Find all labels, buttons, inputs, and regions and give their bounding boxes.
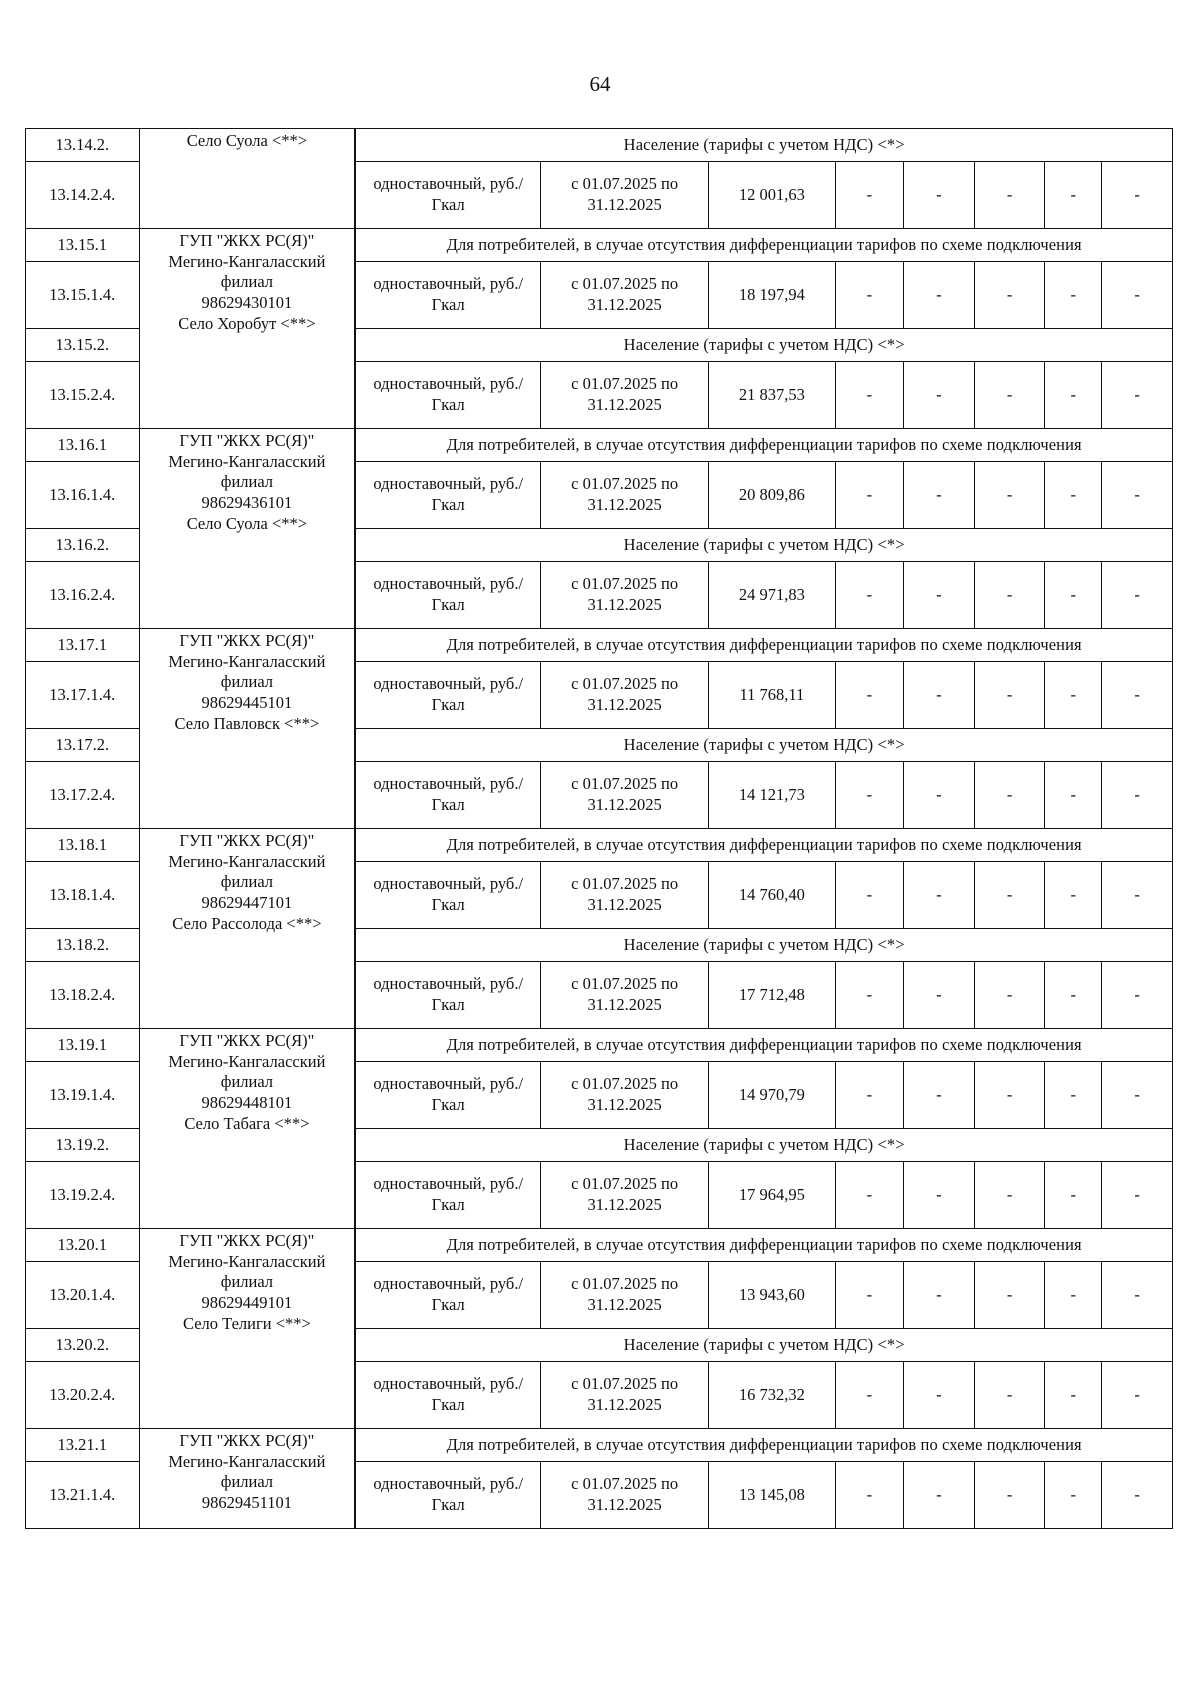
section-row bbox=[26, 1429, 1173, 1462]
tariff-type: одноставочный, руб./Гкал bbox=[355, 1262, 540, 1329]
empty-value: - bbox=[904, 162, 975, 229]
organization-line: ГУП "ЖКХ РС(Я)" bbox=[179, 431, 315, 450]
tariff-period: с 01.07.2025 по 31.12.2025 bbox=[541, 362, 709, 429]
organization-line: 98629436101 bbox=[201, 492, 293, 512]
tariff-type: одноставочный, руб./Гкал bbox=[355, 562, 540, 629]
empty-value: - bbox=[1045, 1462, 1102, 1529]
section-row bbox=[26, 129, 1173, 162]
tariff-value: 14 760,40 bbox=[709, 862, 835, 929]
organization-line: ГУП "ЖКХ РС(Я)" bbox=[179, 231, 315, 250]
empty-value: - bbox=[904, 362, 975, 429]
row-code: 13.19.2. bbox=[26, 1129, 140, 1162]
section-title: Население (тарифы с учетом НДС) <*> bbox=[355, 929, 1172, 962]
tariff-type: одноставочный, руб./Гкал bbox=[355, 762, 540, 829]
organization-line: филиал bbox=[220, 872, 274, 892]
tariff-period: с 01.07.2025 по 31.12.2025 bbox=[541, 162, 709, 229]
organization-line: Село Павловск <**> bbox=[174, 713, 320, 733]
organization-line: Мегино-Кангаласский bbox=[168, 1251, 326, 1271]
empty-value: - bbox=[974, 1362, 1045, 1429]
tariff-type: одноставочный, руб./Гкал bbox=[355, 1062, 540, 1129]
empty-value: - bbox=[1102, 962, 1173, 1029]
row-code: 13.18.2. bbox=[26, 929, 140, 962]
row-code: 13.20.2.4. bbox=[26, 1362, 140, 1429]
tariff-type: одноставочный, руб./Гкал bbox=[355, 462, 540, 529]
section-title: Население (тарифы с учетом НДС) <*> bbox=[355, 1329, 1172, 1362]
empty-value: - bbox=[974, 1162, 1045, 1229]
row-code: 13.20.2. bbox=[26, 1329, 140, 1362]
organization-line: 98629430101 bbox=[201, 292, 293, 312]
section-row bbox=[26, 629, 1173, 662]
organization-line: филиал bbox=[220, 1472, 274, 1492]
organization-line: 98629449101 bbox=[201, 1292, 293, 1312]
section-row bbox=[26, 429, 1173, 462]
organization-cell bbox=[139, 229, 355, 429]
organization-line: филиал bbox=[220, 672, 274, 692]
tariff-period: с 01.07.2025 по 31.12.2025 bbox=[541, 262, 709, 329]
empty-value: - bbox=[1102, 562, 1173, 629]
row-code: 13.21.1.4. bbox=[26, 1462, 140, 1529]
empty-value: - bbox=[1045, 262, 1102, 329]
tariff-value: 16 732,32 bbox=[709, 1362, 835, 1429]
empty-value: - bbox=[974, 1262, 1045, 1329]
tariff-period: с 01.07.2025 по 31.12.2025 bbox=[541, 1162, 709, 1229]
section-title: Население (тарифы с учетом НДС) <*> bbox=[355, 729, 1172, 762]
empty-value: - bbox=[974, 162, 1045, 229]
tariff-type: одноставочный, руб./Гкал bbox=[355, 1162, 540, 1229]
empty-value: - bbox=[1102, 462, 1173, 529]
empty-value: - bbox=[835, 1462, 904, 1529]
tariff-period: с 01.07.2025 по 31.12.2025 bbox=[541, 662, 709, 729]
empty-value: - bbox=[974, 1062, 1045, 1129]
section-title: Население (тарифы с учетом НДС) <*> bbox=[355, 329, 1172, 362]
empty-value: - bbox=[1102, 162, 1173, 229]
empty-value: - bbox=[835, 962, 904, 1029]
tariff-period: с 01.07.2025 по 31.12.2025 bbox=[541, 762, 709, 829]
tariff-type: одноставочный, руб./Гкал bbox=[355, 362, 540, 429]
row-code: 13.21.1 bbox=[26, 1429, 140, 1462]
row-code: 13.18.2.4. bbox=[26, 962, 140, 1029]
empty-value: - bbox=[974, 662, 1045, 729]
empty-value: - bbox=[904, 1162, 975, 1229]
row-code: 13.19.1 bbox=[26, 1029, 140, 1062]
section-row bbox=[26, 1229, 1173, 1262]
empty-value: - bbox=[1045, 562, 1102, 629]
organization-line: Село Суола <**> bbox=[186, 513, 308, 533]
section-title: Для потребителей, в случае отсутствия дифференциации тарифов по схеме подключения bbox=[355, 1429, 1172, 1462]
empty-value: - bbox=[1102, 362, 1173, 429]
organization-line: Мегино-Кангаласский bbox=[168, 1051, 326, 1071]
empty-value: - bbox=[1045, 962, 1102, 1029]
section-row bbox=[26, 1029, 1173, 1062]
row-code: 13.17.2. bbox=[26, 729, 140, 762]
tariff-period: с 01.07.2025 по 31.12.2025 bbox=[541, 1262, 709, 1329]
section-title: Для потребителей, в случае отсутствия дифференциации тарифов по схеме подключения bbox=[355, 629, 1172, 662]
organization-line: филиал bbox=[220, 1072, 274, 1092]
tariff-value: 24 971,83 bbox=[709, 562, 835, 629]
tariff-value: 11 768,11 bbox=[709, 662, 835, 729]
organization-line: 98629448101 bbox=[201, 1092, 293, 1112]
row-code: 13.16.1.4. bbox=[26, 462, 140, 529]
tariff-period: с 01.07.2025 по 31.12.2025 bbox=[541, 462, 709, 529]
row-code: 13.20.1.4. bbox=[26, 1262, 140, 1329]
empty-value: - bbox=[835, 562, 904, 629]
row-code: 13.17.2.4. bbox=[26, 762, 140, 829]
organization-line: Село Суола <**> bbox=[186, 131, 308, 150]
empty-value: - bbox=[974, 862, 1045, 929]
organization-line: Село Хоробут <**> bbox=[178, 313, 316, 333]
empty-value: - bbox=[1045, 1362, 1102, 1429]
section-title: Население (тарифы с учетом НДС) <*> bbox=[355, 529, 1172, 562]
row-code: 13.17.1.4. bbox=[26, 662, 140, 729]
empty-value: - bbox=[1045, 362, 1102, 429]
empty-value: - bbox=[904, 1062, 975, 1129]
organization-line: Село Табага <**> bbox=[184, 1113, 310, 1133]
tariff-value: 14 121,73 bbox=[709, 762, 835, 829]
organization-line: ГУП "ЖКХ РС(Я)" bbox=[179, 1231, 315, 1250]
table-body bbox=[26, 129, 1173, 1529]
tariff-period: с 01.07.2025 по 31.12.2025 bbox=[541, 1362, 709, 1429]
section-title: Для потребителей, в случае отсутствия дифференциации тарифов по схеме подключения bbox=[355, 829, 1172, 862]
tariff-period: с 01.07.2025 по 31.12.2025 bbox=[541, 962, 709, 1029]
organization-line: филиал bbox=[220, 472, 274, 492]
empty-value: - bbox=[1102, 1062, 1173, 1129]
tariff-value: 21 837,53 bbox=[709, 362, 835, 429]
empty-value: - bbox=[1102, 1162, 1173, 1229]
empty-value: - bbox=[904, 262, 975, 329]
empty-value: - bbox=[835, 462, 904, 529]
section-title: Для потребителей, в случае отсутствия дифференциации тарифов по схеме подключения bbox=[355, 1229, 1172, 1262]
section-title: Население (тарифы с учетом НДС) <*> bbox=[355, 1129, 1172, 1162]
tariff-type: одноставочный, руб./Гкал bbox=[355, 962, 540, 1029]
empty-value: - bbox=[904, 862, 975, 929]
organization-cell bbox=[139, 1229, 355, 1429]
row-code: 13.14.2.4. bbox=[26, 162, 140, 229]
tariff-type: одноставочный, руб./Гкал bbox=[355, 162, 540, 229]
empty-value: - bbox=[1045, 762, 1102, 829]
row-code: 13.19.2.4. bbox=[26, 1162, 140, 1229]
organization-cell bbox=[139, 1029, 355, 1229]
empty-value: - bbox=[1102, 262, 1173, 329]
empty-value: - bbox=[904, 762, 975, 829]
empty-value: - bbox=[974, 362, 1045, 429]
empty-value: - bbox=[1045, 162, 1102, 229]
empty-value: - bbox=[1102, 862, 1173, 929]
tariff-type: одноставочный, руб./Гкал bbox=[355, 262, 540, 329]
tariff-type: одноставочный, руб./Гкал bbox=[355, 662, 540, 729]
empty-value: - bbox=[835, 1162, 904, 1229]
empty-value: - bbox=[1045, 1262, 1102, 1329]
tariff-table bbox=[25, 128, 1173, 1529]
empty-value: - bbox=[835, 1262, 904, 1329]
row-code: 13.18.1 bbox=[26, 829, 140, 862]
empty-value: - bbox=[1045, 662, 1102, 729]
row-code: 13.16.2.4. bbox=[26, 562, 140, 629]
organization-line: Мегино-Кангаласский bbox=[168, 651, 326, 671]
row-code: 13.20.1 bbox=[26, 1229, 140, 1262]
empty-value: - bbox=[974, 462, 1045, 529]
organization-cell bbox=[139, 129, 355, 229]
empty-value: - bbox=[835, 1362, 904, 1429]
tariff-value: 17 712,48 bbox=[709, 962, 835, 1029]
empty-value: - bbox=[974, 562, 1045, 629]
page-number: 64 bbox=[589, 72, 611, 96]
row-code: 13.15.2. bbox=[26, 329, 140, 362]
tariff-value: 13 145,08 bbox=[709, 1462, 835, 1529]
organization-cell bbox=[139, 429, 355, 629]
empty-value: - bbox=[904, 562, 975, 629]
row-code: 13.18.1.4. bbox=[26, 862, 140, 929]
empty-value: - bbox=[835, 1062, 904, 1129]
tariff-value: 13 943,60 bbox=[709, 1262, 835, 1329]
empty-value: - bbox=[1045, 1062, 1102, 1129]
organization-line: ГУП "ЖКХ РС(Я)" bbox=[179, 1431, 315, 1450]
tariff-period: с 01.07.2025 по 31.12.2025 bbox=[541, 1062, 709, 1129]
empty-value: - bbox=[835, 762, 904, 829]
section-title: Население (тарифы с учетом НДС) <*> bbox=[355, 129, 1172, 162]
empty-value: - bbox=[1045, 1162, 1102, 1229]
row-code: 13.15.2.4. bbox=[26, 362, 140, 429]
section-title: Для потребителей, в случае отсутствия дифференциации тарифов по схеме подключения bbox=[355, 229, 1172, 262]
tariff-type: одноставочный, руб./Гкал bbox=[355, 1462, 540, 1529]
empty-value: - bbox=[904, 1462, 975, 1529]
organization-line: 98629451101 bbox=[201, 1492, 292, 1512]
tariff-type: одноставочный, руб./Гкал bbox=[355, 862, 540, 929]
tariff-value: 14 970,79 bbox=[709, 1062, 835, 1129]
organization-line: филиал bbox=[220, 272, 274, 292]
tariff-value: 18 197,94 bbox=[709, 262, 835, 329]
row-code: 13.15.1.4. bbox=[26, 262, 140, 329]
empty-value: - bbox=[835, 662, 904, 729]
tariff-type: одноставочный, руб./Гкал bbox=[355, 1362, 540, 1429]
organization-line: ГУП "ЖКХ РС(Я)" bbox=[179, 831, 315, 850]
empty-value: - bbox=[1102, 662, 1173, 729]
empty-value: - bbox=[974, 1462, 1045, 1529]
organization-line: Мегино-Кангаласский bbox=[168, 451, 326, 471]
empty-value: - bbox=[1102, 762, 1173, 829]
organization-line: филиал bbox=[220, 1272, 274, 1292]
tariff-value: 20 809,86 bbox=[709, 462, 835, 529]
empty-value: - bbox=[904, 1362, 975, 1429]
empty-value: - bbox=[835, 862, 904, 929]
organization-line: 98629445101 bbox=[201, 692, 293, 712]
empty-value: - bbox=[835, 262, 904, 329]
empty-value: - bbox=[974, 762, 1045, 829]
empty-value: - bbox=[1102, 1262, 1173, 1329]
tariff-period: с 01.07.2025 по 31.12.2025 bbox=[541, 562, 709, 629]
tariff-period: с 01.07.2025 по 31.12.2025 bbox=[541, 862, 709, 929]
empty-value: - bbox=[1045, 462, 1102, 529]
row-code: 13.16.1 bbox=[26, 429, 140, 462]
organization-line: Мегино-Кангаласский bbox=[168, 1451, 326, 1471]
empty-value: - bbox=[1045, 862, 1102, 929]
row-code: 13.15.1 bbox=[26, 229, 140, 262]
organization-line: Мегино-Кангаласский bbox=[168, 251, 326, 271]
row-code: 13.17.1 bbox=[26, 629, 140, 662]
organization-line: ГУП "ЖКХ РС(Я)" bbox=[179, 1031, 315, 1050]
tariff-value: 12 001,63 bbox=[709, 162, 835, 229]
empty-value: - bbox=[904, 462, 975, 529]
tariff-period: с 01.07.2025 по 31.12.2025 bbox=[541, 1462, 709, 1529]
empty-value: - bbox=[835, 162, 904, 229]
section-row bbox=[26, 829, 1173, 862]
organization-cell bbox=[139, 629, 355, 829]
empty-value: - bbox=[904, 962, 975, 1029]
empty-value: - bbox=[974, 962, 1045, 1029]
section-title: Для потребителей, в случае отсутствия дифференциации тарифов по схеме подключения bbox=[355, 1029, 1172, 1062]
organization-line: Мегино-Кангаласский bbox=[168, 851, 326, 871]
empty-value: - bbox=[904, 1262, 975, 1329]
empty-value: - bbox=[1102, 1462, 1173, 1529]
organization-line: ГУП "ЖКХ РС(Я)" bbox=[179, 631, 315, 650]
section-title: Для потребителей, в случае отсутствия дифференциации тарифов по схеме подключения bbox=[355, 429, 1172, 462]
empty-value: - bbox=[904, 662, 975, 729]
row-code: 13.14.2. bbox=[26, 129, 140, 162]
empty-value: - bbox=[835, 362, 904, 429]
row-code: 13.19.1.4. bbox=[26, 1062, 140, 1129]
row-code: 13.16.2. bbox=[26, 529, 140, 562]
section-row bbox=[26, 229, 1173, 262]
organization-line: Село Телиги <**> bbox=[183, 1313, 311, 1333]
organization-line: 98629447101 bbox=[201, 892, 293, 912]
organization-cell bbox=[139, 1429, 355, 1529]
organization-line: Село Рассолода <**> bbox=[172, 913, 322, 933]
organization-cell bbox=[139, 829, 355, 1029]
empty-value: - bbox=[974, 262, 1045, 329]
empty-value: - bbox=[1102, 1362, 1173, 1429]
tariff-value: 17 964,95 bbox=[709, 1162, 835, 1229]
